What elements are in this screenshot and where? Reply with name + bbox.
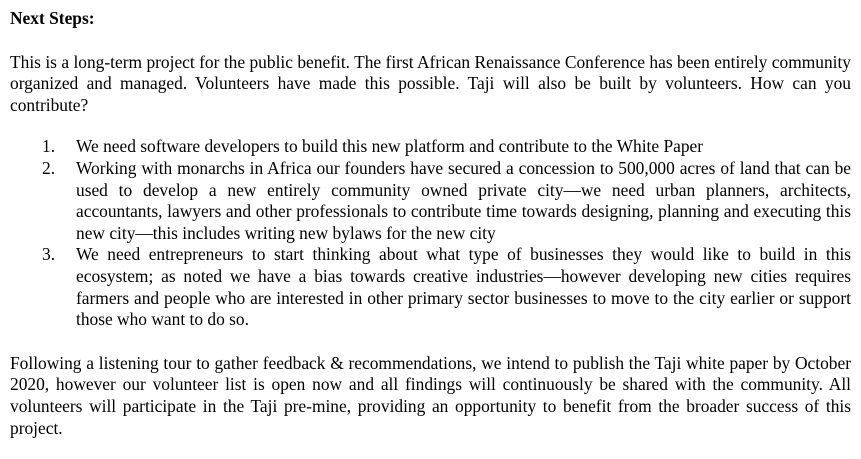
list-item-number: 3.	[42, 244, 56, 265]
list-item-number: 1.	[42, 136, 56, 157]
list-item-text: We need entrepreneurs to start thinking about what type of businesses they would like to build in this ecosystem; as noted we have a bias towards creative industries—however developing new cities requires farmers and people who are interested in other primary sector businesses to move to the city earlier or support those who want to do so.	[76, 244, 851, 330]
list-item	[10, 158, 851, 244]
document-body[interactable]	[10, 8, 851, 439]
list-item-number: 2.	[42, 157, 56, 178]
closing-paragraph: Following a listening tour to gather feedback & recommendations, we intend to publish the Taji white paper by October 2020, however our volunteer list is open now and all findings will continuously be shared with the community. All volunteers will participate in the Taji pre-mine, providing an opportunity to benefit from the broader success of this project.	[10, 352, 851, 438]
steps-list	[10, 136, 851, 330]
list-item-text: Working with monarchs in Africa our founders have secured a concession to 500,000 acres of land that can be used to develop a new entirely community owned private city—we need urban planners, architects, accountants, lawyers and other professionals to contribute time towards designing, planning and executing this new city—this includes writing new bylaws for the new city	[76, 157, 851, 243]
intro-paragraph: This is a long-term project for the public benefit. The first African Renaissance Conference has been entirely community organized and managed. Volunteers have made this possible. Taji will also be built by volunteers. How can you contribute?	[10, 51, 851, 115]
list-item	[10, 244, 851, 330]
list-item	[10, 136, 851, 158]
list-item-text: We need software developers to build this new platform and contribute to the White Paper	[76, 136, 704, 157]
section-heading: Next Steps:	[10, 8, 95, 28]
